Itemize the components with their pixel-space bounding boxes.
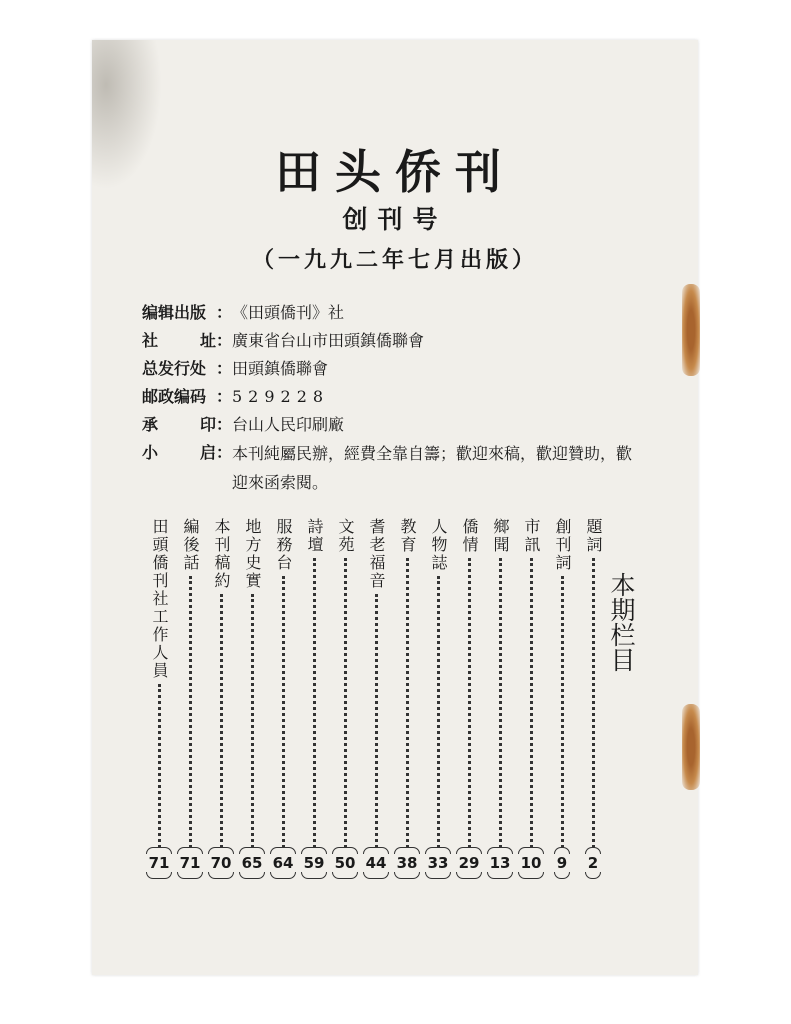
info-row-notice [142,439,642,497]
toc-entry-page: 10 [520,854,542,872]
publication-info [142,299,642,497]
info-label: 社 址 ： [142,331,232,350]
toc-entry-page: 13 [489,854,511,872]
toc-entry-page: 38 [396,854,418,872]
info-row-address [142,327,642,355]
toc-entry-title: 創刊詞 [553,518,572,572]
toc-entry-title: 市訊 [522,518,541,554]
toc-entry-page: 71 [179,854,201,872]
toc-leader-dots [437,576,440,848]
toc-entry-page: 50 [334,854,356,872]
info-row-publisher [142,299,642,327]
toc-entry [516,518,546,874]
toc-entry-title: 僑情 [460,518,479,554]
toc-entry [392,518,422,874]
toc-entry-title: 服務台 [274,518,293,572]
toc-entry-title: 地方史實 [243,518,262,590]
toc-entry [361,518,391,874]
table-of-contents [0,518,791,878]
toc-entry-page: 2 [587,854,599,872]
toc-entry-page: 65 [241,854,263,872]
info-value: 廣東省台山市田頭鎮僑聯會 [232,331,425,350]
toc-leader-dots [282,576,285,848]
info-label: 小 启 ： [142,443,232,462]
toc-leader-dots [468,558,471,848]
toc-entry [330,518,360,874]
toc-entry-page: 44 [365,854,387,872]
toc-entry [268,518,298,874]
toc-entry [547,518,577,874]
info-label: 邮政编码 ： [142,387,232,406]
staple-rust-top [682,284,700,376]
info-value: 田頭鎮僑聯會 [232,359,329,378]
toc-entry-title: 詩壇 [305,518,324,554]
info-value: 《田頭僑刊》社 [232,303,345,322]
info-value: 本刊純屬民辦，經費全靠自籌；歡迎來稿，歡迎贊助，歡迎來函索閱。 [232,444,633,492]
toc-entry-title: 人物誌 [429,518,448,572]
toc-entry [485,518,515,874]
toc-entry [423,518,453,874]
publication-date: （一九九二年七月出版） [251,248,538,273]
info-label: 编辑出版 ： [142,303,232,322]
issue-subtitle: 创刊号 [342,205,448,234]
toc-entry-page: 64 [272,854,294,872]
toc-leader-dots [344,558,347,848]
toc-entry [175,518,205,874]
toc-leader-dots [406,558,409,848]
toc-entry-title: 田頭僑刊社工作人員 [150,518,169,680]
toc-leader-dots [158,684,161,848]
toc-leader-dots [251,594,254,848]
info-row-postcode [142,383,642,411]
toc-entry-title: 鄉聞 [491,518,510,554]
toc-heading: 本期栏目 [607,572,636,672]
info-label: 总发行处 ： [142,359,232,378]
toc-leader-dots [189,576,192,848]
toc-leader-dots [313,558,316,848]
toc-entry-page: 29 [458,854,480,872]
publication-title: 田头侨刊 [275,145,515,199]
toc-entry [206,518,236,874]
toc-entry [454,518,484,874]
toc-entry-page: 9 [556,854,568,872]
toc-leader-dots [592,558,595,848]
toc-entry-page: 33 [427,854,449,872]
info-label: 承 印 ： [142,415,232,434]
toc-entry-title: 本刊稿約 [212,518,231,590]
toc-leader-dots [499,558,502,848]
info-row-printer [142,411,642,439]
toc-entry-page: 70 [210,854,232,872]
toc-entry-title: 文苑 [336,518,355,554]
toc-entry-title: 題詞 [584,518,603,554]
toc-leader-dots [530,558,533,848]
info-value: 台山人民印刷廠 [232,415,345,434]
toc-entry-title: 編後話 [181,518,200,572]
toc-entry-title: 耆老福音 [367,518,386,590]
info-row-distributor [142,355,642,383]
info-value: 529228 [232,387,330,406]
toc-entry-page: 59 [303,854,325,872]
toc-leader-dots [561,576,564,848]
toc-leader-dots [375,594,378,848]
toc-entry-page: 71 [148,854,170,872]
toc-entry-title: 教育 [398,518,417,554]
toc-leader-dots [220,594,223,848]
toc-entry [144,518,174,874]
toc-entry [237,518,267,874]
toc-entry [299,518,329,874]
toc-entry [578,518,608,874]
